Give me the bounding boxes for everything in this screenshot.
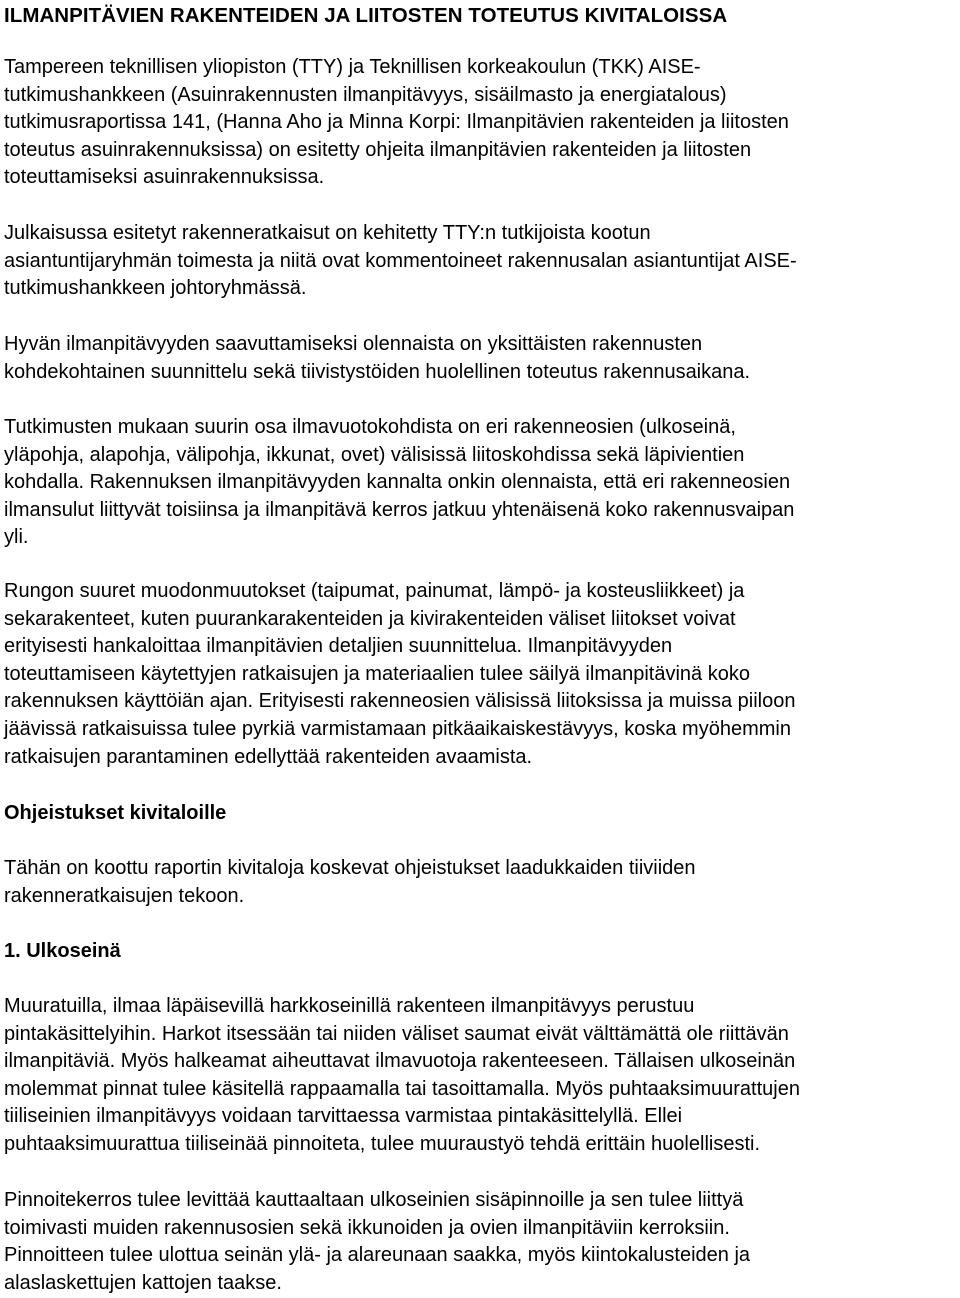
text-line: rakenneratkaisujen tekoon. — [4, 884, 245, 907]
document-title: ILMANPITÄVIEN RAKENTEIDEN JA LIITOSTEN TOTEUTUS KIVITALOISSA — [4, 4, 728, 27]
text-line: tiiliseinien ilmanpitävyys voidaan tarvittaessa varmistaa pintakäsittelyllä. Ellei — [4, 1105, 683, 1128]
paragraph-coating-layer — [4, 1187, 750, 1297]
text-line: Julkaisussa esitetyt rakenneratkaisut on kehitetty TTY:n tutkijoista kootun — [4, 222, 651, 244]
text-line: puhtaaksimuurattua tiiliseinää pinnoiteta, tulee muuraustyö tehdä erittäin huolellisesti. — [4, 1132, 761, 1155]
text-line: molemmat pinnat tulee käsitellä rappaamalla tai tasoittamalla. Myös puhtaaksimuurattujen — [4, 1077, 800, 1100]
text-line: ratkaisujen parantaminen edellyttää rakenteiden avaamista. — [4, 745, 533, 768]
text-line: Pinnoitteen tulee ulottua seinän ylä- ja alareunaan saakka, myös kiintokalusteiden ja — [4, 1244, 751, 1267]
text-line: jäävissä ratkaisuissa tulee pyrkiä varmistamaan pitkäaikaiskestävyys, koska myöhemmin — [4, 717, 791, 740]
text-line: ilmansulut liittyvät toisiinsa ja ilmanpitävä kerros jatkuu yhtenäisenä koko rakennusvaipan — [4, 498, 795, 521]
text-line: yli. — [4, 526, 29, 549]
text-line: tutkimushankkeen (Asuinrakennusten ilmanpitävyys, sisäilmasto ja energiatalous) — [4, 83, 727, 106]
paragraph-masonry-walls — [4, 993, 800, 1159]
text-line: toimivasti muiden rakennusosien sekä ikkunoiden ja ovien ilmanpitäviin kerroksiin. — [4, 1216, 730, 1239]
text-line: toteuttamiseksi asuinrakennuksissa. — [4, 166, 325, 189]
text-line: alaslaskettujen kattojen taakse. — [4, 1271, 282, 1294]
text-line: rakennuksen käyttöiän ajan. Erityisesti rakenneosien välisissä liitoksissa ja muissa piiloon — [4, 690, 796, 713]
text-line: tutkimushankkeen johtoryhmässä. — [4, 277, 307, 300]
text-line: sekarakenteet, kuten puurankarakenteiden ja kivirakenteiden väliset liitokset voivat — [4, 607, 736, 630]
text-line: yläpohja, alapohja, välipohja, ikkunat, ovet) välisissä liitoskohdissa sekä läpivientien — [4, 443, 745, 466]
text-line: toteutus asuinrakennuksissa) on esitetty ohjeita ilmanpitävien rakenteiden ja liitosten — [4, 138, 752, 161]
text-line: Muuratuilla, ilmaa läpäisevillä harkkoseinillä rakenteen ilmanpitävyys perustuu — [4, 995, 695, 1017]
paragraph-collected-guidelines — [4, 855, 696, 910]
text-line: kohdalla. Rakennuksen ilmanpitävyyden kannalta onkin olennaista, että eri rakenneosien — [4, 471, 791, 494]
text-line: toteuttamiseen käytettyjen ratkaisujen ja materiaalien tulee säilyä ilmanpitävinä koko — [4, 662, 750, 685]
text-line: Tampereen teknillisen yliopiston (TTY) ja Teknillisen korkeakoulun (TKK) AISE- — [4, 56, 701, 78]
paragraph-publication — [4, 220, 797, 303]
paragraph-intro — [4, 54, 789, 192]
paragraph-frame-deformation — [4, 578, 796, 771]
text-line: Hyvän ilmanpitävyyden saavuttamiseksi olennaista on yksittäisten rakennusten — [4, 333, 703, 355]
section-heading-exterior-wall: 1. Ulkoseinä — [4, 940, 121, 962]
paragraph-research — [4, 414, 794, 552]
text-line: asiantuntijaryhmän toimesta ja niitä ovat kommentoineet rakennusalan asiantuntijat AISE- — [4, 249, 797, 272]
text-line: erityisesti hankaloittaa ilmanpitävien detaljien suunnittelua. Ilmanpitävyyden — [4, 635, 673, 658]
text-line: Tutkimusten mukaan suurin osa ilmavuotokohdista on eri rakenneosien (ulkoseinä, — [4, 416, 736, 438]
text-line: tutkimusraportissa 141, (Hanna Aho ja Minna Korpi: Ilmanpitävien rakenteiden ja liitosten — [4, 111, 789, 134]
text-line: kohdekohtainen suunnittelu sekä tiivistystöiden huolellinen toteutus rakennusaikana. — [4, 360, 751, 383]
text-line: Rungon suuret muodonmuutokset (taipumat, painumat, lämpö- ja kosteusliikkeet) ja — [4, 580, 745, 602]
section-heading-guidelines: Ohjeistukset kivitaloille — [4, 802, 227, 824]
text-line: ilmanpitäviä. Myös halkeamat aiheuttavat ilmavuotoja rakenteeseen. Tällaisen ulkoseinän — [4, 1050, 796, 1073]
paragraph-good-airtightness — [4, 331, 750, 386]
text-line: pintakäsittelyihin. Harkot itsessään tai niiden väliset saumat eivät välttämättä ole riittävän — [4, 1022, 789, 1045]
text-line: Pinnoitekerros tulee levittää kauttaaltaan ulkoseinien sisäpinnoille ja sen tulee liittyä — [4, 1189, 744, 1211]
text-line: Tähän on koottu raportin kivitaloja koskevat ohjeistukset laadukkaiden tiiviiden — [4, 857, 696, 879]
